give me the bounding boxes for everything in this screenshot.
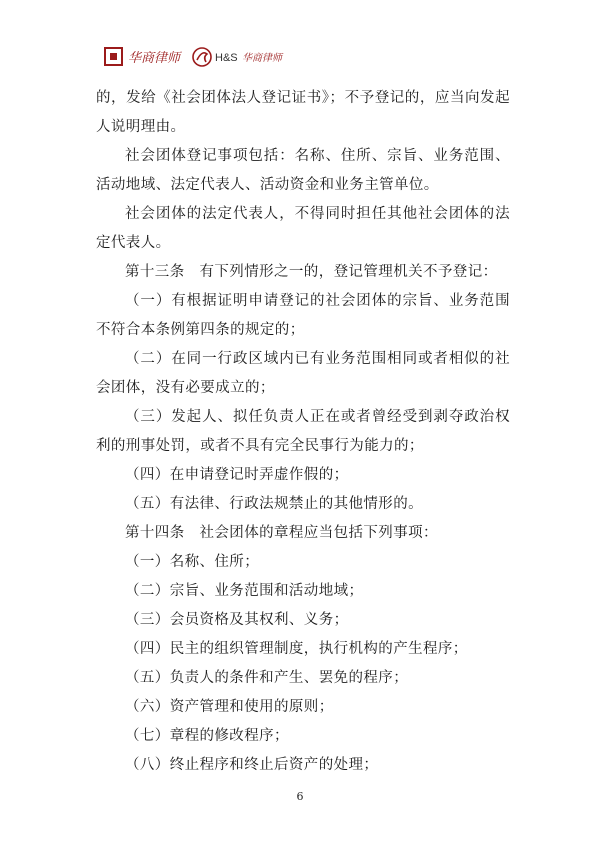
paragraph: （一）有根据证明申请登记的社会团体的宗旨、业务范围不符合本条例第四条的规定的；: [96, 293, 510, 338]
paragraph: （三）发起人、拟任负责人正在或者曾经受到剥夺政治权利的刑事处罚，或者不具有完全民事行为能力的；: [96, 409, 510, 454]
paragraph: （四）在申请登记时弄虚作假的；: [125, 467, 349, 483]
document-body: [96, 84, 510, 780]
paragraph: （八）终止程序和终止后资产的处理；: [125, 757, 379, 773]
paragraph: （二）宗旨、业务范围和活动地域；: [125, 583, 364, 599]
paragraph: 第十三条 有下列情形之一的，登记管理机关不予登记：: [125, 264, 498, 280]
paragraph: （六）资产管理和使用的原则；: [125, 699, 334, 715]
hs-logo: [192, 46, 288, 68]
paragraph: 第十四条 社会团体的章程应当包括下列事项：: [125, 525, 438, 541]
page-header: [104, 46, 304, 70]
page-number: 6: [296, 790, 304, 803]
paragraph: 的，发给《社会团体法人登记证书》；不予登记的，应当向发起人说明理由。: [96, 90, 510, 135]
paragraph: 社会团体的法定代表人，不得同时担任其他社会团体的法定代表人。: [96, 206, 510, 251]
paragraph: （四）民主的组织管理制度，执行机构的产生程序；: [125, 641, 468, 657]
paragraph: （二）在同一行政区域内已有业务范围相同或者相似的社会团体，没有必要成立的；: [96, 351, 510, 396]
paragraph: （五）负责人的条件和产生、罢免的程序；: [125, 670, 409, 686]
paragraph: （五）有法律、行政法规禁止的其他情形的。: [125, 496, 423, 512]
paragraph: 社会团体登记事项包括：名称、住所、宗旨、业务范围、活动地域、法定代表人、活动资金和业务主管单位。: [96, 148, 510, 193]
logo2-text: H&S: [215, 52, 238, 64]
huashang-logo: [104, 46, 188, 68]
paragraph: （一）名称、住所；: [125, 554, 260, 570]
logo1-text: 华商律师: [128, 51, 181, 66]
paragraph: （七）章程的修改程序；: [125, 728, 289, 744]
logo2-sub: 华商律师: [242, 53, 282, 64]
paragraph: （三）会员资格及其权利、义务；: [125, 612, 349, 628]
